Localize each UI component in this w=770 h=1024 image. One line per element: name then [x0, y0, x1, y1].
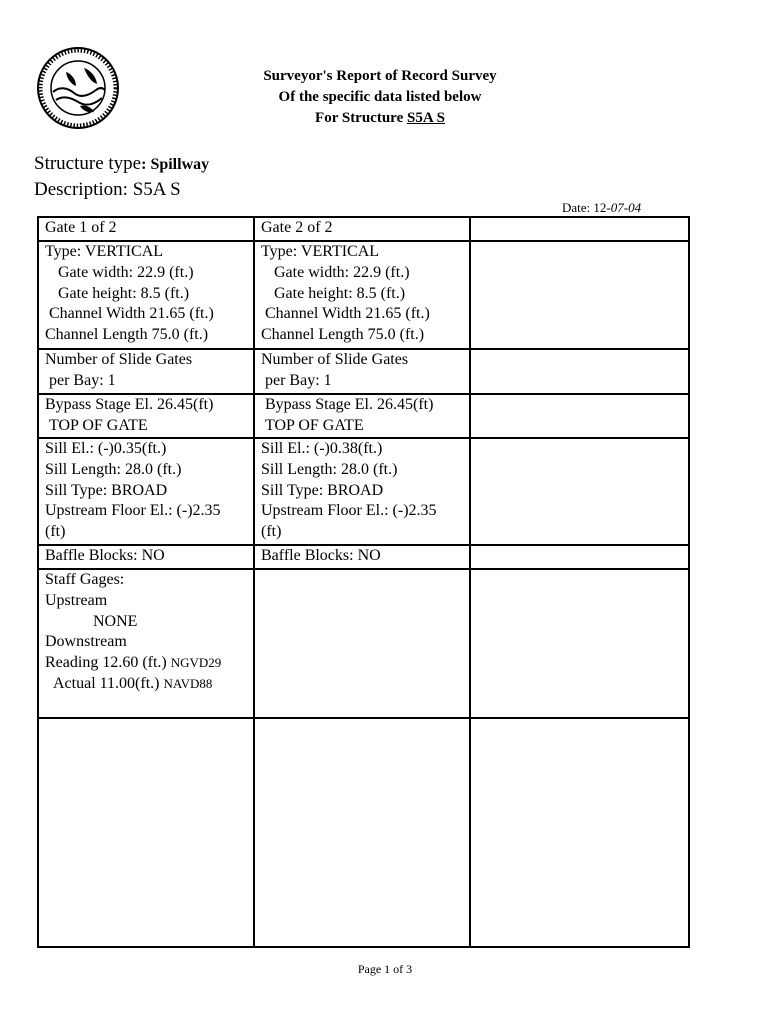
- gate1-bypass-cell: [38, 394, 254, 438]
- page-number: Page 1 of 3: [357, 962, 413, 976]
- gate1-baffle-cell: [38, 545, 254, 569]
- empty-cell: [254, 718, 470, 947]
- gate2-bypass-cell: [254, 394, 470, 438]
- empty-cell: [470, 718, 689, 947]
- gate1-title-cell: [38, 217, 254, 241]
- gate2-sill-type: Sill Type: BROAD: [261, 481, 384, 499]
- report-title: Surveyor's Report of Record Survey: [263, 68, 497, 84]
- report-subtitle: Of the specific data listed below: [278, 89, 482, 105]
- reading-datum: NGVD29: [170, 655, 222, 671]
- gate-data-table: [37, 216, 690, 948]
- report-header: [180, 66, 580, 129]
- gate1-sill-type: Sill Type: BROAD: [45, 481, 168, 499]
- staff-gages-upstream-value: NONE: [93, 612, 138, 630]
- structure-heading: [180, 108, 580, 129]
- gate1-sill-el: Sill El.: (-)0.35(ft.): [45, 440, 167, 457]
- gate1-slide-gates-cell: [38, 349, 254, 394]
- empty-cell: [470, 545, 689, 569]
- gate2-channel-length: Channel Length 75.0 (ft.): [261, 326, 425, 344]
- table-row: [38, 438, 689, 545]
- description-label: Description:: [34, 179, 133, 200]
- gate2-channel-width: Channel Width 21.65 (ft.): [265, 305, 430, 323]
- date-value: 07-04: [610, 200, 642, 215]
- gate1-gate-height: Gate height: 8.5 (ft.): [58, 284, 190, 302]
- structure-type: [34, 152, 209, 177]
- gate2-bypass-stage: Bypass Stage El. 26.45(ft): [265, 396, 434, 413]
- structure-type-value: : Spillway: [141, 156, 210, 173]
- empty-cell: [470, 217, 689, 241]
- gate2-per-bay: per Bay: 1: [265, 371, 332, 389]
- table-row: [38, 394, 689, 438]
- staff-gages-cell: [38, 569, 254, 718]
- gate1-top-of-gate: TOP OF GATE: [49, 416, 148, 434]
- gate2-baffle-cell: [254, 545, 470, 569]
- gate2-slide-gates: Number of Slide Gates: [261, 351, 409, 368]
- empty-cell: [470, 569, 689, 718]
- gate1-per-bay: per Bay: 1: [49, 371, 116, 389]
- empty-cell: [470, 241, 689, 349]
- staff-gages-upstream: Upstream: [45, 591, 108, 609]
- district-seal-logo: [36, 46, 120, 130]
- staff-gages-downstream: Downstream: [45, 633, 127, 651]
- empty-cell: [470, 349, 689, 394]
- empty-cell: [470, 394, 689, 438]
- gate2-sill-cell: [254, 438, 470, 545]
- gate1-baffle: Baffle Blocks: NO: [45, 547, 165, 564]
- gate1-channel-length: Channel Length 75.0 (ft.): [45, 326, 209, 344]
- description-value: S5A S: [132, 179, 181, 200]
- gate2-slide-gates-cell: [254, 349, 470, 394]
- table-row: [38, 217, 689, 241]
- gate2-upstream-floor: Upstream Floor El.: (-)2.35: [261, 502, 437, 520]
- empty-cell: [470, 438, 689, 545]
- gate2-baffle: Baffle Blocks: NO: [261, 547, 381, 564]
- table-row: [38, 569, 689, 718]
- gate2-title-cell: [254, 217, 470, 241]
- table-row: [38, 349, 689, 394]
- gate2-upstream-floor-unit: (ft): [261, 523, 282, 541]
- gate2-sill-el: Sill El.: (-)0.38(ft.): [261, 440, 383, 457]
- reading-value: Reading 12.60 (ft.): [45, 654, 171, 672]
- gate2-title: Gate 2 of 2: [261, 219, 333, 236]
- gate2-type: Type: VERTICAL: [261, 243, 380, 260]
- gate1-bypass-stage: Bypass Stage El. 26.45(ft): [45, 396, 214, 413]
- date-prefix: Date: 12-: [562, 200, 611, 215]
- structure-type-label: Structure type: [34, 153, 142, 174]
- description: [34, 178, 181, 202]
- gate2-top-of-gate: TOP OF GATE: [265, 416, 364, 434]
- gate2-dimensions-cell: [254, 241, 470, 349]
- empty-cell: [38, 718, 254, 947]
- gate1-channel-width: Channel Width 21.65 (ft.): [49, 305, 214, 323]
- gate2-gate-width: Gate width: 22.9 (ft.): [274, 263, 410, 281]
- actual-datum: NAVD88: [163, 675, 213, 691]
- gate1-slide-gates: Number of Slide Gates: [45, 351, 193, 368]
- table-row: [38, 545, 689, 569]
- gate1-gate-width: Gate width: 22.9 (ft.): [58, 263, 194, 281]
- gate1-sill-length: Sill Length: 28.0 (ft.): [45, 460, 182, 478]
- staff-gages-actual: [45, 674, 253, 695]
- empty-cell: [254, 569, 470, 718]
- gate1-sill-cell: [38, 438, 254, 545]
- actual-value: Actual 11.00(ft.): [53, 674, 164, 692]
- staff-gages-title: Staff Gages:: [45, 571, 125, 588]
- gate2-sill-length: Sill Length: 28.0 (ft.): [261, 460, 398, 478]
- gate1-upstream-floor-unit: (ft): [45, 523, 66, 541]
- gate1-title: Gate 1 of 2: [45, 219, 117, 236]
- gate2-gate-height: Gate height: 8.5 (ft.): [274, 284, 406, 302]
- gate1-dimensions-cell: [38, 241, 254, 349]
- report-date: [562, 200, 641, 216]
- table-row: [38, 241, 689, 349]
- gate1-type: Type: VERTICAL: [45, 243, 164, 260]
- staff-gages-reading: [45, 653, 253, 674]
- structure-heading-name: S5A S: [406, 110, 445, 126]
- structure-heading-prefix: For Structure: [315, 110, 407, 126]
- gate1-upstream-floor: Upstream Floor El.: (-)2.35: [45, 502, 221, 520]
- table-row: [38, 718, 689, 947]
